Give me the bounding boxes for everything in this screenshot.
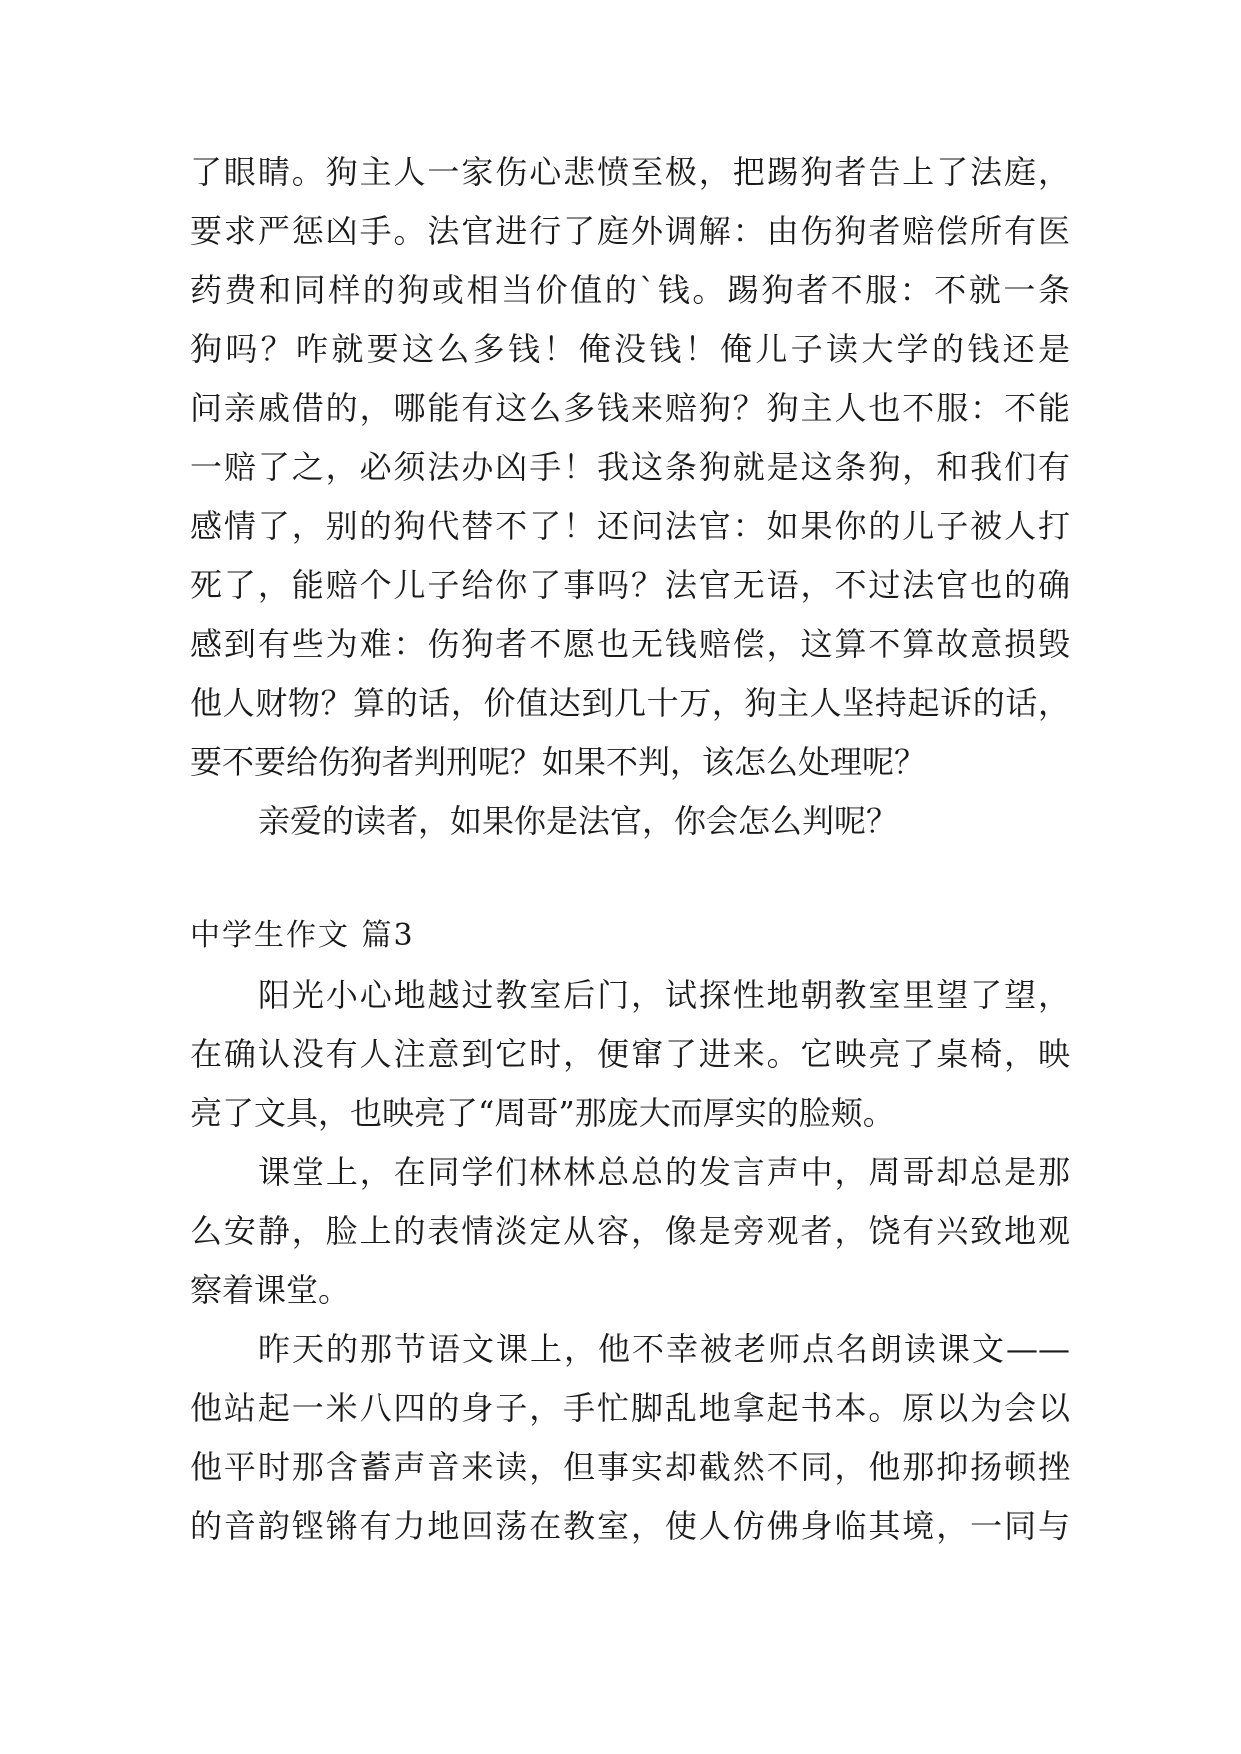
paragraph-line: 感情了，别的狗代替不了！还问法官：如果你的儿子被人打 <box>190 507 1070 545</box>
paragraph-line: 在确认没有人注意到它时，便窜了进来。它映亮了桌椅，映 <box>190 1035 1070 1073</box>
paragraph-line: 狗吗？咋就要这么多钱！俺没钱！俺儿子读大学的钱还是 <box>190 330 1070 368</box>
paragraph-line: 问亲戚借的，哪能有这么多钱来赔狗？狗主人也不服：不能 <box>190 389 1070 427</box>
section-heading: 中学生作文 篇3 <box>190 918 415 953</box>
closing-question: 亲爱的读者，如果你是法官，你会怎么判呢？ <box>258 802 899 840</box>
paragraph-line: 要求严惩凶手。法官进行了庭外调解：由伤狗者赔偿所有医 <box>190 212 1070 250</box>
paragraph-line: 死了，能赔个儿子给你了事吗？法官无语，不过法官也的确 <box>190 566 1070 604</box>
paragraph-line: 他平时那含蓄声音来读，但事实却截然不同，他那抑扬顿挫 <box>190 1448 1070 1486</box>
paragraph-line: 了眼睛。狗主人一家伤心悲愤至极，把踢狗者告上了法庭， <box>190 153 1070 191</box>
paragraph-line: 药费和同样的狗或相当价值的`钱。踢狗者不服：不就一条 <box>190 271 1070 309</box>
paragraph-line: 的音韵铿锵有力地回荡在教室，使人仿佛身临其境，一同与 <box>190 1507 1070 1545</box>
paragraph-line: 他人财物？算的话，价值达到几十万，狗主人坚持起诉的话， <box>190 684 1070 722</box>
paragraph-line: 昨天的那节语文课上，他不幸被老师点名朗读课文—— <box>258 1330 1070 1368</box>
paragraph-line: 他站起一米八四的身子，手忙脚乱地拿起书本。原以为会以 <box>190 1389 1070 1427</box>
paragraph-line: 阳光小心地越过教室后门，试探性地朝教室里望了望， <box>258 976 1070 1014</box>
paragraph-line: 亮了文具，也映亮了“周哥”那庞大而厚实的脸颊。 <box>190 1094 895 1132</box>
paragraph-line: 课堂上，在同学们林林总总的发言声中，周哥却总是那 <box>258 1153 1070 1191</box>
paragraph-line: 要不要给伤狗者判刑呢？如果不判，该怎么处理呢？ <box>190 743 927 781</box>
paragraph-line: 察着课堂。 <box>190 1271 351 1309</box>
paragraph-line: 么安静，脸上的表情淡定从容，像是旁观者，饶有兴致地观 <box>190 1212 1070 1250</box>
paragraph-line: 感到有些为难：伤狗者不愿也无钱赔偿，这算不算故意损毁 <box>190 625 1070 663</box>
paragraph-line: 一赔了之，必须法办凶手！我这条狗就是这条狗，和我们有 <box>190 448 1070 486</box>
